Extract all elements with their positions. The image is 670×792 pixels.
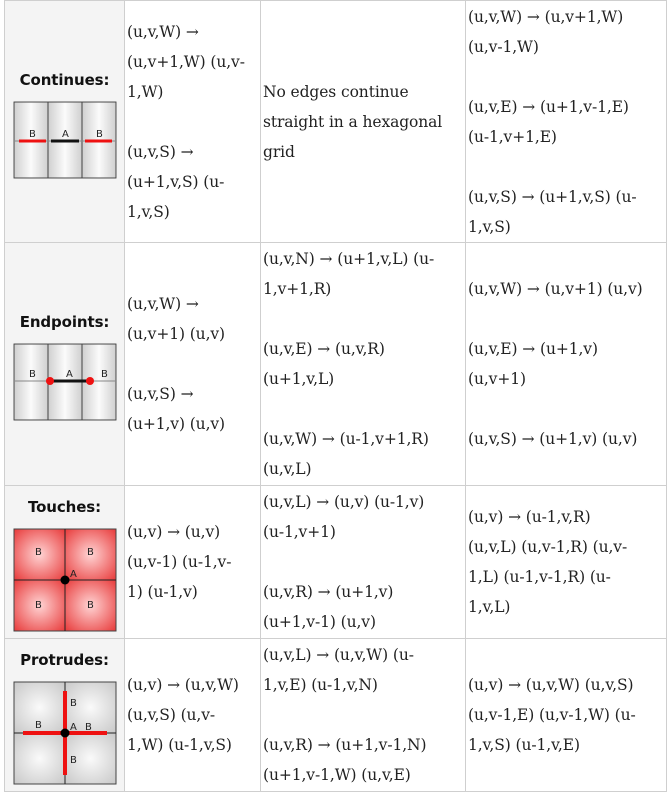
diagram-label: B xyxy=(84,722,92,733)
hex-cell: (u,v,L) → (u,v,W) (u- 1,v,E) (u-1,v,N) (u,v,R) → (u+1,v-1,N) (u+1,v-1,W) (u,v,E) xyxy=(261,639,466,792)
square-cell: (u,v) → (u,v,W) (u,v,S) (u,v- 1,W) (u-1,v,S) xyxy=(125,639,261,792)
square-cell: (u,v,W) → (u,v+1,W) (u,v- 1,W) (u,v,S) → (u+1,v,S) (u- 1,v,S) xyxy=(125,1,261,243)
square-cell: (u,v,W) → (u,v+1) (u,v) (u,v,S) → (u+1,v) (u,v) xyxy=(125,243,261,486)
table-row xyxy=(5,486,667,639)
row-title: Protrudes: xyxy=(20,651,109,669)
hex-cell: (u,v,N) → (u+1,v,L) (u- 1,v+1,R) (u,v,E) → (u,v,R) (u+1,v,L) (u,v,W) → (u-1,v+1,R) (u,v,L) xyxy=(261,243,466,486)
diagram-label: B xyxy=(34,600,42,611)
triangle-cell: (u,v,W) → (u,v+1) (u,v) (u,v,E) → (u+1,v) (u,v+1) (u,v,S) → (u+1,v) (u,v) xyxy=(466,243,667,486)
row-title: Endpoints: xyxy=(19,313,110,331)
square-cell: (u,v) → (u,v) (u,v-1) (u-1,v- 1) (u-1,v) xyxy=(125,486,261,639)
row-label-cell xyxy=(5,1,125,243)
diagram-label: B xyxy=(69,698,77,709)
diagram-label: A xyxy=(65,369,73,380)
table-row xyxy=(5,1,667,243)
endpoints-diagram xyxy=(13,343,117,421)
row-title: Touches: xyxy=(27,498,102,516)
triangle-cell: (u,v) → (u-1,v,R) (u,v,L) (u,v-1,R) (u,v- 1,L) (u-1,v-1,R) (u- 1,v,L) xyxy=(466,486,667,639)
triangle-cell: (u,v) → (u,v,W) (u,v,S) (u,v-1,E) (u,v-1,W) (u- 1,v,S) (u-1,v,E) xyxy=(466,639,667,792)
vertex-a xyxy=(60,729,69,738)
diagram-label: B xyxy=(95,128,103,140)
endpoint-b-right xyxy=(86,377,94,385)
relations-table xyxy=(4,0,667,792)
triangle-cell: (u,v,W) → (u,v+1,W) (u,v-1,W) (u,v,E) → (u+1,v-1,E) (u-1,v+1,E) (u,v,S) → (u+1,v,S) (u- 1,v,S) xyxy=(466,1,667,243)
row-label-cell xyxy=(5,639,125,792)
row-label-cell xyxy=(5,243,125,486)
diagram-label: A xyxy=(69,722,77,733)
continues-diagram xyxy=(13,101,117,179)
hex-cell: (u,v,L) → (u,v) (u-1,v) (u-1,v+1) (u,v,R) → (u+1,v) (u+1,v-1) (u,v) xyxy=(261,486,466,639)
table-row xyxy=(5,639,667,792)
protrudes-diagram xyxy=(13,681,117,785)
vertex-a xyxy=(60,576,69,585)
diagram-label: B xyxy=(28,369,36,380)
table-row xyxy=(5,243,667,486)
diagram-label: A xyxy=(69,569,77,580)
endpoint-b-left xyxy=(46,377,54,385)
diagram-label: B xyxy=(28,128,36,140)
diagram-label: B xyxy=(86,547,94,558)
diagram-label: A xyxy=(61,128,69,140)
diagram-label: B xyxy=(34,720,42,731)
hex-cell: No edges continue straight in a hexagonal grid xyxy=(261,1,466,243)
diagram-label: B xyxy=(69,755,77,766)
diagram-label: B xyxy=(34,547,42,558)
row-title: Continues: xyxy=(19,70,110,89)
row-label-cell xyxy=(5,486,125,639)
diagram-label: B xyxy=(100,369,108,380)
diagram-label: B xyxy=(86,600,94,611)
touches-diagram xyxy=(13,528,117,632)
